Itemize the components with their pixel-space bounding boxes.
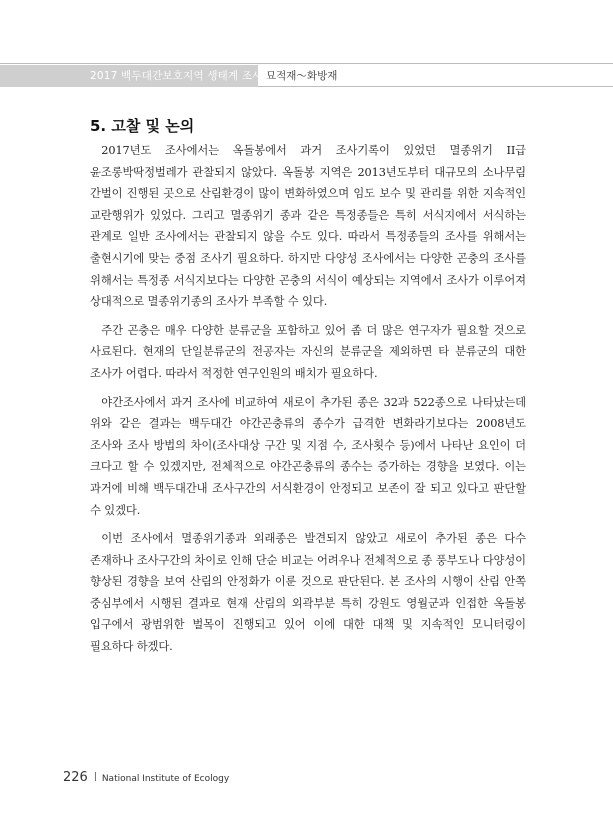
running-header-title: 2017 백두대간보호지역 생태계 조사 <box>90 70 263 82</box>
header-underline <box>258 86 613 87</box>
header-top-rule <box>0 63 613 64</box>
page-footer <box>63 770 229 785</box>
paragraph: 야간조사에서 과거 조사에 비교하여 새로이 추가된 종은 32과 522종으로 나타났는데 위와 같은 결과는 백두대간 야간곤충류의 종수가 급격한 변화라기보다는 2008년도 조사와 조사 방법의 차이(조사대상 구간 및 지점 수, 조사횟수 등)에서 나타난 요인이 더 크다고 할 수 있겠지만, 전체적으로 야간곤충류의 종수는 증가하는 경향을 보였다. 이는 과거에 비해 백두대간내 조사구간의 서식환경이 안정되고 보존이 잘 되고 있다고 판단할 수 있겠다. <box>90 395 526 517</box>
running-header-section: 묘적재～화방재 <box>266 70 338 82</box>
footer-divider <box>95 772 96 781</box>
paragraph: 이번 조사에서 멸종위기종과 외래종은 발견되지 않았고 새로이 추가된 종은 다수 존재하나 조사구간의 차이로 인해 단순 비교는 어려우나 전체적으로 종 풍부도나 다양성이 향상된 경향을 보여 산림의 안정화가 이룬 것으로 판단된다. 본 조사의 시행이 산림 안쪽 중심부에서 시행된 결과로 현재 산림의 외곽부분 특히 강원도 영월군과 인접한 옥돌봉 입구에서 광범위한 벌목이 진행되고 있어 이에 대한 대책 및 지속적인 모니터링이 필요하다 하겠다. <box>90 532 526 654</box>
page-number: 226 <box>63 770 88 785</box>
section-title: 5. 고찰 및 논의 <box>90 117 195 135</box>
paragraph: 주간 곤충은 매우 다양한 분류군을 포함하고 있어 좀 더 많은 연구자가 필요할 것으로 사료된다. 현재의 단일분류군의 전공자는 자신의 분류군을 제외하면 타 분류군의 대한 조사가 어렵다. 따라서 적정한 연구인원의 배치가 필요하다. <box>90 323 526 380</box>
institute-name: National Institute of Ecology <box>101 774 230 784</box>
body-text <box>90 140 526 665</box>
paragraph: 2017년도 조사에서는 옥돌봉에서 과거 조사기록이 있었던 멸종위기 II급 윤조롱박딱정벌레가 관찰되지 않았다. 옥돌봉 지역은 2013년도부터 대규모의 소나무림 간벌이 진행된 곳으로 산림환경이 많이 변화하였으며 임도 보수 및 관리를 위한 지속적인 교란행위가 있었다. 그리고 멸종위기 종과 같은 특정종들은 특히 서식지에서 서식하는 관계로 일반 조사에서는 관찰되지 않을 수도 있다. 따라서 특정종들의 조사를 위해서는 출현시기에 맞는 중점 조사기 필요하다. 하지만 다양성 조사에서는 다양한 곤충의 조사를 위해서는 특정종 서식지보다는 다양한 곤충의 서식이 예상되는 지역에서 조사가 이루어져 상대적으로 멸종위기종의 조사가 부족할 수 있다. <box>90 144 526 309</box>
